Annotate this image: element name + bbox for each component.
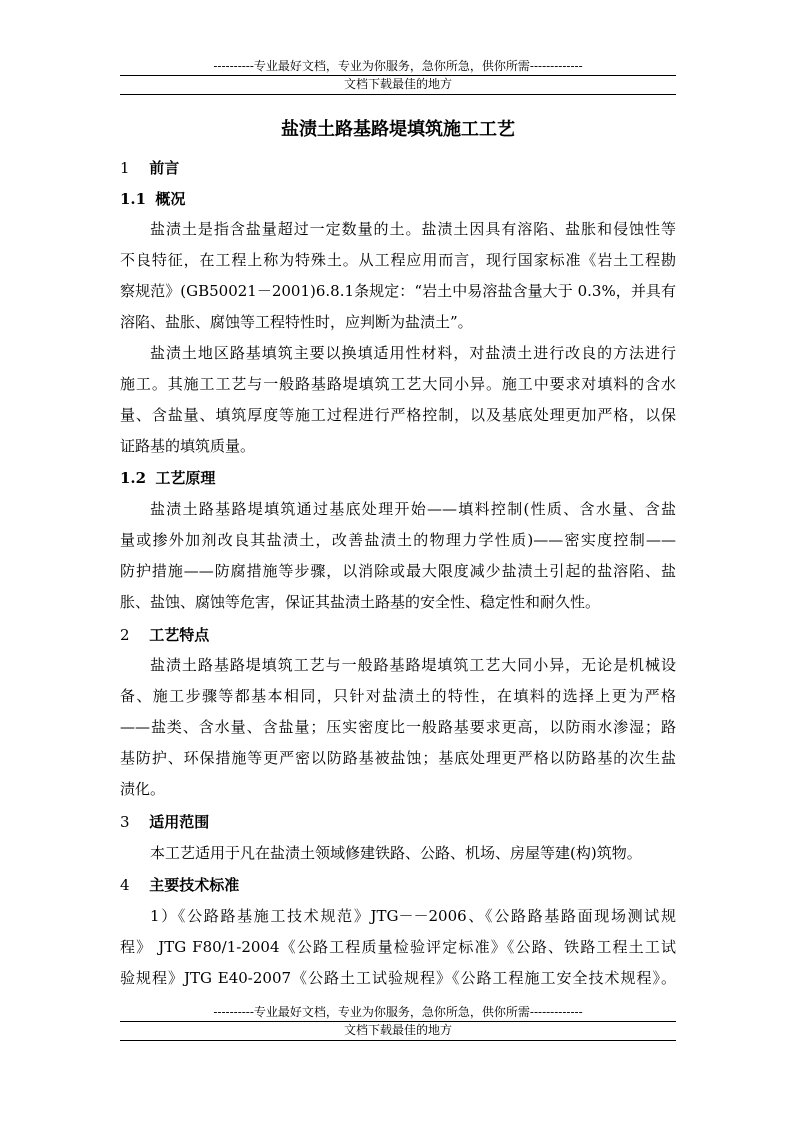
section-number: 1.2	[120, 469, 147, 487]
paragraph-line: 盐渍土地区路基填筑主要以换填适用性材料，对盐渍土进行改良的方法进行	[150, 344, 676, 362]
section-heading-1	[120, 158, 179, 178]
paragraph-line: 本工艺适用于凡在盐渍土领域修建铁路、公路、机场、房屋等建(构)筑物。	[150, 844, 642, 862]
section-number: 2	[120, 626, 130, 644]
section-number: 4	[120, 876, 130, 894]
paragraph-line: 防护措施——防腐措施等步骤，以消除或最大限度减少盐渍土引起的盐溶陷、盐	[120, 562, 676, 580]
paragraph-line: 溶陷、盐胀、腐蚀等工程特性时，应判断为盐渍土”。	[120, 313, 473, 331]
page-header-tagline: 文档下载最佳的地方	[343, 77, 452, 91]
section-number: 3	[120, 813, 130, 831]
section-title: 前言	[149, 159, 180, 177]
section-title: 适用范围	[149, 813, 210, 831]
footer-divider-bottom	[120, 1040, 676, 1041]
document-title: 盐渍土路基路堤填筑施工工艺	[281, 119, 515, 140]
section-heading-3	[120, 812, 209, 832]
section-heading-4	[120, 875, 239, 895]
paragraph-line: 基防护、环保措施等更严密以防路基被盐蚀；基底处理更严格以防路基的次生盐	[120, 749, 676, 767]
paragraph-line: 程》 JTG F80/1-2004《公路工程质量检验评定标准》《公路、铁路工程土工试	[120, 938, 676, 956]
paragraph-line: 察规范》(GB50021－2001)6.8.1条规定：“岩土中易溶盐含量大于 0.3%，并具有	[120, 282, 676, 300]
section-title: 工艺原理	[155, 469, 216, 487]
paragraph-line: 不良特征，在工程上称为特殊土。从工程应用而言，现行国家标准《岩土工程勘	[120, 251, 676, 269]
page-header-slogan: ----------专业最好文档，专业为你服务，急你所急，供你所需-------------	[213, 59, 583, 73]
section-heading-1-1	[120, 189, 185, 209]
paragraph-line: 量、含盐量、填筑厚度等施工过程进行严格控制，以及基底处理更加严格，以保	[120, 406, 676, 424]
paragraph-line: 盐渍土是指含盐量超过一定数量的土。盐渍土因具有溶陷、盐胀和侵蚀性等	[150, 220, 676, 238]
page-footer-slogan: ----------专业最好文档，专业为你服务，急你所急，供你所需-------------	[213, 1005, 583, 1019]
section-title: 工艺特点	[149, 626, 210, 644]
paragraph-line: 胀、盐蚀、腐蚀等危害，保证其盐渍土路基的安全性、稳定性和耐久性。	[120, 593, 601, 611]
paragraph-line: 证路基的填筑质量。	[120, 437, 256, 455]
paragraph-line: 盐渍土路基路堤填筑工艺与一般路基路堤填筑工艺大同小异，无论是机械设	[150, 656, 676, 674]
paragraph-line: 量或掺外加剂改良其盐渍土，改善盐渍土的物理力学性质)——密实度控制——	[120, 531, 676, 549]
section-title: 主要技术标准	[149, 876, 240, 894]
section-heading-2	[120, 625, 209, 645]
section-title: 概况	[155, 190, 186, 208]
paragraph-line: 盐渍土路基路堤填筑通过基底处理开始——填料控制(性质、含水量、含盐	[150, 500, 676, 518]
paragraph-line: ——盐类、含水量、含盐量；压实密度比一般路基要求更高，以防雨水渗湿；路	[120, 718, 676, 736]
section-number: 1	[120, 159, 130, 177]
paragraph-line: 施工。其施工工艺与一般路基路堤填筑工艺大同小异。施工中要求对填料的含水	[120, 375, 676, 393]
header-divider-bottom	[120, 94, 676, 95]
paragraph-line: 1）《公路路基施工技术规范》JTG－－2006、《公路路基路面现场测试规	[150, 907, 676, 925]
paragraph-line: 验规程》JTG E40-2007《公路土工试验规程》《公路工程施工安全技术规程》。	[120, 969, 676, 987]
page-footer-tagline: 文档下载最佳的地方	[343, 1023, 452, 1037]
paragraph-line: 渍化。	[120, 780, 166, 798]
section-number: 1.1	[120, 190, 147, 208]
section-heading-1-2	[120, 468, 215, 488]
paragraph-line: 备、施工步骤等都基本相同，只针对盐渍土的特性，在填料的选择上更为严格	[120, 687, 676, 705]
